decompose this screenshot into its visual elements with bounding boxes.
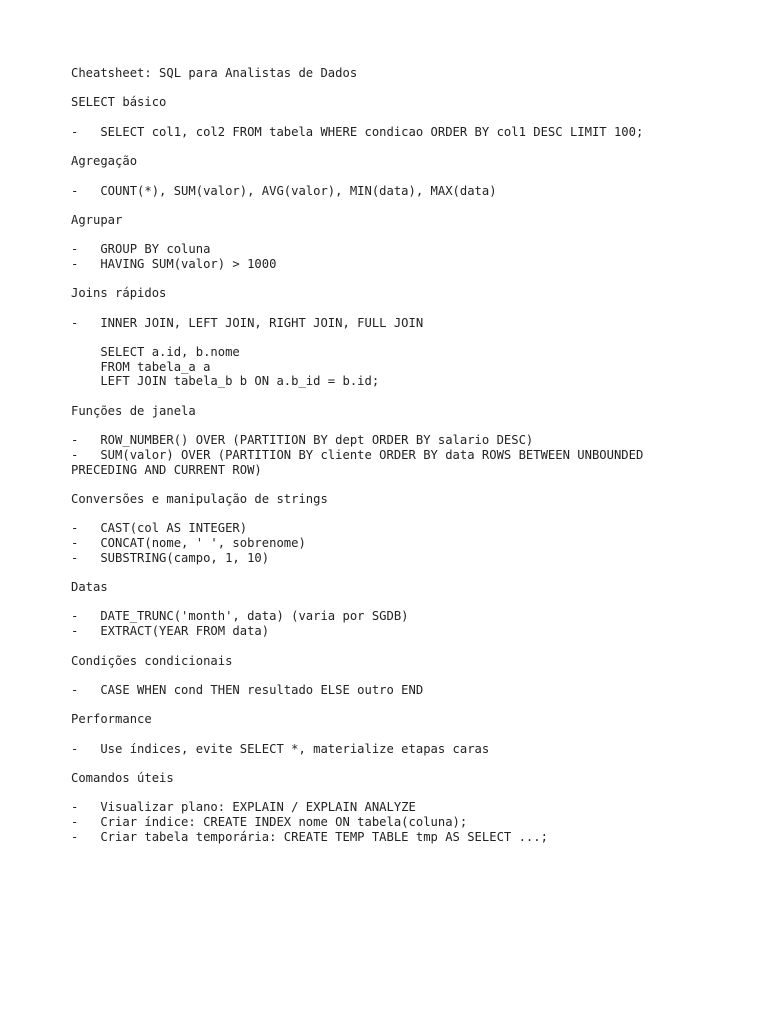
text-line: Joins rápidos <box>71 286 167 301</box>
text-line: - SUBSTRING(campo, 1, 10) <box>71 550 270 565</box>
blank-line <box>71 419 731 434</box>
text-line: - GROUP BY coluna <box>71 242 211 257</box>
blank-line <box>71 698 731 713</box>
text-line: - CAST(col AS INTEGER) <box>71 521 248 536</box>
text-line: - Criar índice: CREATE INDEX nome ON tabela(coluna); <box>71 815 468 830</box>
text-line: Performance <box>71 712 152 727</box>
text-line: Agregação <box>71 154 138 169</box>
blank-line <box>71 198 731 213</box>
blank-line <box>71 786 731 801</box>
text-line: FROM tabela_a a <box>71 359 211 374</box>
blank-line <box>71 727 731 742</box>
blank-line <box>71 330 731 345</box>
blank-line <box>71 565 731 580</box>
text-line: Cheatsheet: SQL para Analistas de Dados <box>71 66 358 80</box>
text-line: SELECT a.id, b.nome <box>71 345 240 360</box>
blank-line <box>71 389 731 404</box>
text-line: Conversões e manipulação de strings <box>71 491 328 506</box>
blank-line <box>71 756 731 771</box>
blank-line <box>71 110 731 125</box>
text-line: - HAVING SUM(valor) > 1000 <box>71 256 277 271</box>
document-body <box>71 66 731 844</box>
text-line: LEFT JOIN tabela_b b ON a.b_id = b.id; <box>71 374 380 389</box>
text-line: - Use índices, evite SELECT *, materialize etapas caras <box>71 741 490 756</box>
text-line: Agrupar <box>71 212 123 227</box>
text-line: - EXTRACT(YEAR FROM data) <box>71 624 270 639</box>
blank-line <box>71 169 731 184</box>
blank-line <box>71 595 731 610</box>
text-line: Comandos úteis <box>71 771 174 785</box>
blank-line <box>71 668 731 683</box>
blank-line <box>71 639 731 654</box>
text-line: - SELECT col1, col2 FROM tabela WHERE condicao ORDER BY col1 DESC LIMIT 100; <box>71 124 644 139</box>
text-line: - Criar tabela temporária: CREATE TEMP TABLE tmp AS SELECT ...; <box>71 829 548 844</box>
text-line: - DATE_TRUNC('month', data) (varia por SGDB) <box>71 609 409 624</box>
text-line: PRECEDING AND CURRENT ROW) <box>71 462 262 477</box>
text-line: - Visualizar plano: EXPLAIN / EXPLAIN ANALYZE <box>71 800 416 815</box>
blank-line <box>71 272 731 287</box>
blank-line <box>71 228 731 243</box>
text-line: Datas <box>71 580 108 595</box>
text-line: - SUM(valor) OVER (PARTITION BY cliente ORDER BY data ROWS BETWEEN UNBOUNDED <box>71 447 644 462</box>
text-line: Condições condicionais <box>71 653 233 668</box>
blank-line <box>71 301 731 316</box>
blank-line <box>71 81 731 96</box>
text-line: - ROW_NUMBER() OVER (PARTITION BY dept ORDER BY salario DESC) <box>71 433 534 448</box>
blank-line <box>71 507 731 522</box>
text-line: - COUNT(*), SUM(valor), AVG(valor), MIN(data), MAX(data) <box>71 183 497 198</box>
text-line: - INNER JOIN, LEFT JOIN, RIGHT JOIN, FULL JOIN <box>71 315 424 330</box>
text-line: SELECT básico <box>71 95 167 110</box>
blank-line <box>71 477 731 492</box>
text-line: Funções de janela <box>71 403 196 418</box>
text-line: - CONCAT(nome, ' ', sobrenome) <box>71 536 306 550</box>
blank-line <box>71 139 731 154</box>
text-line: - CASE WHEN cond THEN resultado ELSE outro END <box>71 682 424 697</box>
